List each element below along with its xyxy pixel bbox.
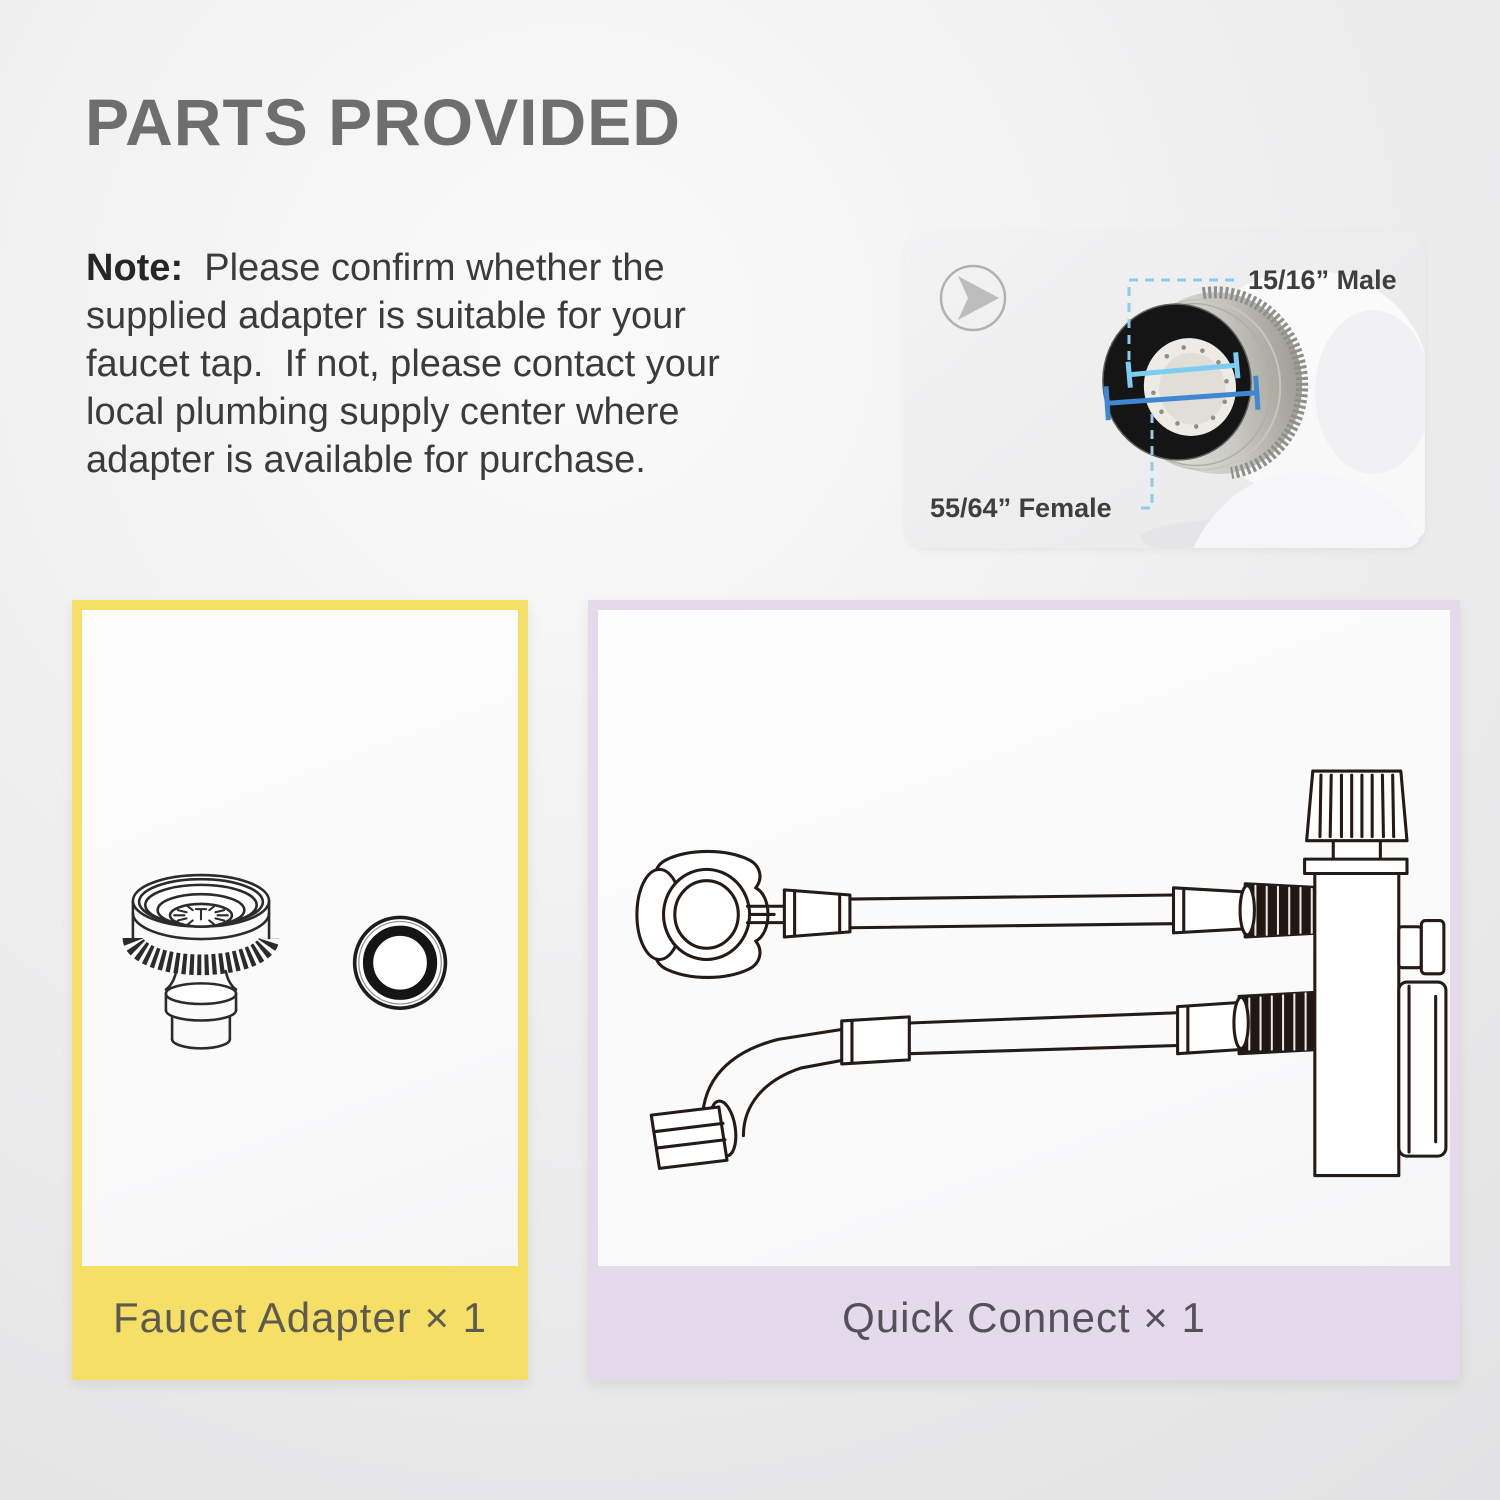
washer-drawing	[355, 917, 446, 1008]
adapter-photo-card	[905, 232, 1425, 548]
male-size-label: 15/16” Male	[1248, 265, 1397, 295]
note-text	[86, 244, 720, 484]
faucet-adapter-box	[72, 600, 528, 1380]
note-line: local plumbing supply center where	[86, 391, 680, 433]
faucet-adapter-canvas	[82, 610, 518, 1266]
female-size-label: 55/64” Female	[930, 493, 1112, 523]
quick-connect-box	[588, 600, 1460, 1380]
quick-connect-drawing	[598, 610, 1450, 1266]
note-line: supplied adapter is suitable for your	[86, 295, 686, 337]
quick-connect-label: Quick Connect × 1	[598, 1266, 1450, 1370]
quick-connect-canvas	[598, 610, 1450, 1266]
play-icon[interactable]	[941, 266, 1005, 330]
note-line: adapter is available for purchase.	[86, 439, 646, 481]
page-title: PARTS PROVIDED	[85, 85, 681, 159]
faucet-adapter-label: Faucet Adapter × 1	[82, 1266, 518, 1370]
note-line: faucet tap. If not, please contact your	[86, 343, 720, 385]
faucet-adapter-drawing	[82, 610, 518, 1266]
note-label: Note:	[86, 247, 184, 289]
note-line-rest: Please confirm whether the	[183, 247, 665, 289]
note-line	[86, 244, 720, 292]
